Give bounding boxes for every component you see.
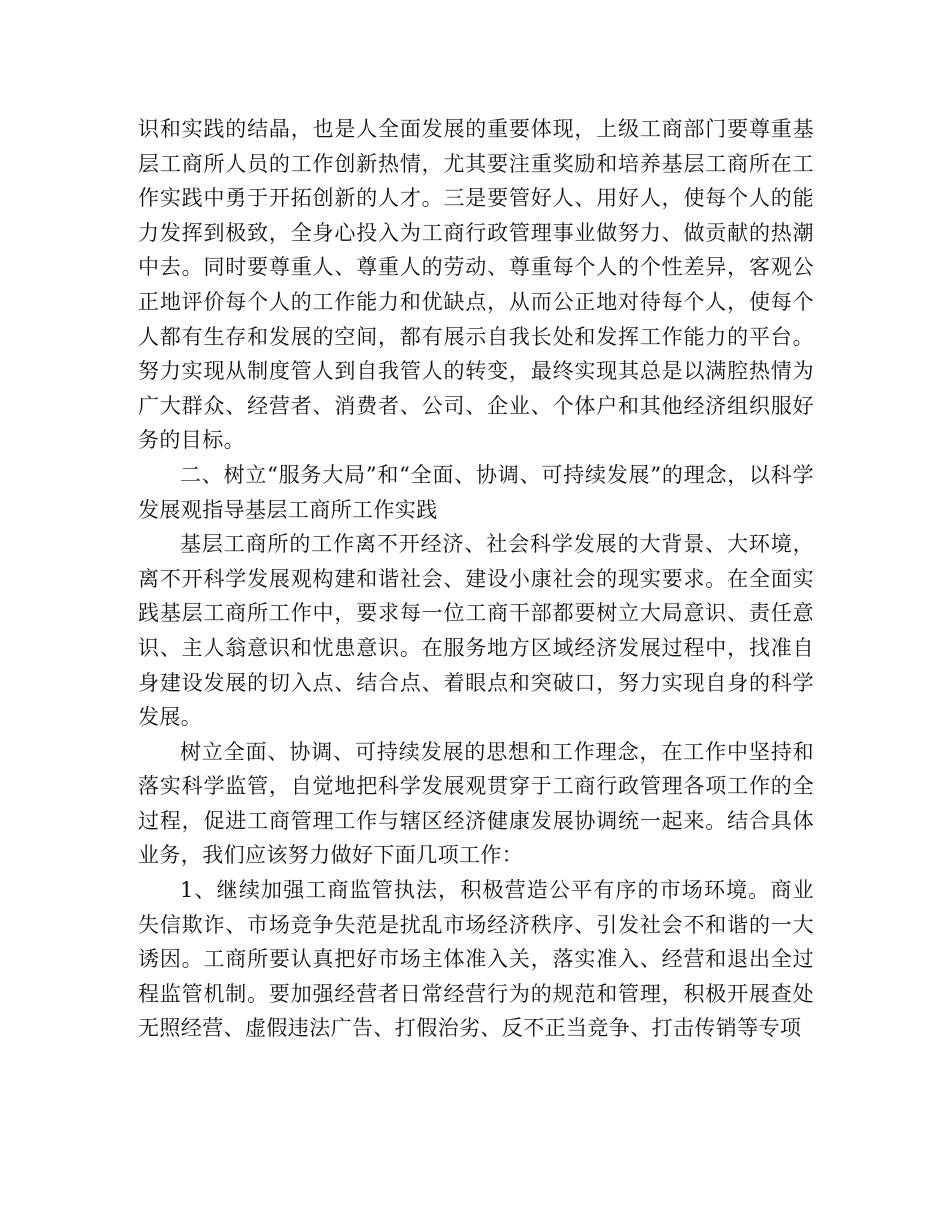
paragraph-2: 基层工商所的工作离不开经济、社会科学发展的大背景、大环境，离不开科学发展观构建和谐社会、建设小康社会的现实要求。在全面实践基层工商所工作中，要求每一位工商干部都要树立大局意识、责任意识、主人翁意识和忧患意识。在服务地方区域经济发展过程中，找准自身建设发展的切入点、结合点、着眼点和突破口，努力实现自身的科学发展。 [138, 532, 814, 730]
section-heading: 二、树立“服务大局”和“全面、协调、可持续发展”的理念，以科学发展观指导基层工商所工作实践 [138, 462, 814, 522]
paragraph-4: 1、继续加强工商监管执法，积极营造公平有序的市场环境。商业失信欺诈、市场竞争失范是扰乱市场经济秩序、引发社会不和谐的一大诱因。工商所要认真把好市场主体准入关，落实准入、经营和退出全过程监管机制。要加强经营者日常经营行为的规范和管理，积极开展查处无照经营、虚假违法广告、打假治劣、反不正当竞争、打击传销等专项 [138, 878, 814, 1041]
paragraph-1: 识和实践的结晶，也是人全面发展的重要体现，上级工商部门要尊重基层工商所人员的工作创新热情，尤其要注重奖励和培养基层工商所在工作实践中勇于开拓创新的人才。三是要管好人、用好人，使每个人的能力发挥到极致，全身心投入为工商行政管理事业做努力、做贡献的热潮中去。同时要尊重人、尊重人的劳动、尊重每个人的个性差异，客观公正地评价每个人的工作能力和优缺点，从而公正地对待每个人，使每个人都有生存和发展的空间，都有展示自我长处和发挥工作能力的平台。努力实现从制度管人到自我管人的转变，最终实现其总是以满腔热情为广大群众、经营者、消费者、公司、企业、个体户和其他经济组织服好务的目标。 [138, 117, 814, 453]
document-body [138, 112, 814, 1046]
paragraph-3: 树立全面、协调、可持续发展的思想和工作理念，在工作中坚持和落实科学监管，自觉地把科学发展观贯穿于工商行政管理各项工作的全过程，促进工商管理工作与辖区经济健康发展协调统一起来。结合具体业务，我们应该努力做好下面几项工作： [138, 739, 814, 868]
